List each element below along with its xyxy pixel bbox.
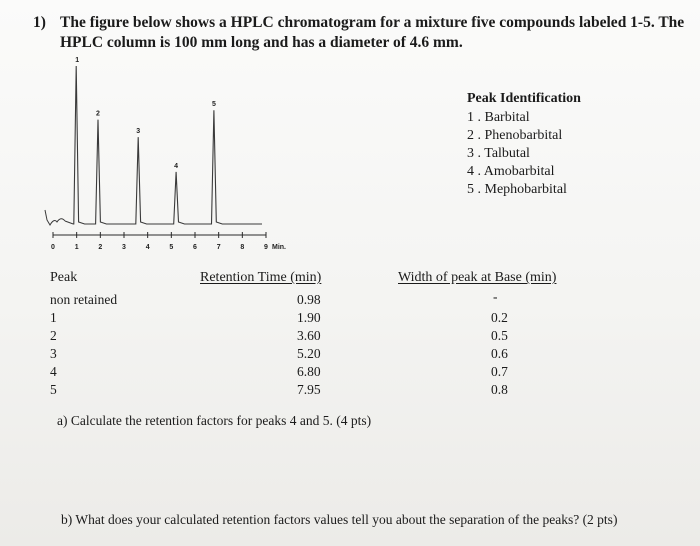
header-peak: Peak [50, 270, 78, 285]
row-peak-label: 4 [50, 364, 57, 379]
question-number: 1) [33, 14, 46, 31]
row-peak-width: 0.5 [491, 328, 508, 343]
row-peak-width: 0.6 [491, 346, 508, 361]
header-peak-width: Width of peak at Base (min) [398, 270, 557, 285]
row-peak-label: non retained [50, 292, 118, 307]
axis-tick-label: 7 [216, 244, 221, 251]
row-peak-label: 2 [50, 328, 57, 343]
peak-label: 2 [96, 110, 100, 118]
row-retention-time: 7.95 [297, 382, 321, 397]
header-retention-time: Retention Time (min) [200, 270, 322, 285]
axis-tick-label: 5 [169, 244, 174, 251]
row-peak-width: - [493, 289, 498, 304]
peak-label: 1 [75, 57, 80, 64]
row-peak-width: 0.2 [491, 310, 508, 325]
row-peak-width: 0.8 [491, 382, 508, 397]
axis-tick-label: 2 [98, 244, 103, 251]
row-retention-time: 5.20 [297, 346, 321, 361]
row-peak-label: 5 [50, 382, 57, 397]
peak-id-item: 2 . Phenobarbital [467, 128, 563, 143]
solvent-front-trace [45, 210, 65, 225]
peak-label: 3 [136, 128, 141, 136]
row-retention-time: 1.90 [297, 310, 321, 325]
question-text-line-2: HPLC column is 100 mm long and has a diameter of 4.6 mm. [60, 34, 463, 51]
row-peak-label: 3 [50, 346, 57, 361]
peak-label: 5 [211, 101, 216, 109]
hplc-chromatogram [40, 56, 310, 258]
row-retention-time: 3.60 [297, 328, 321, 343]
axis-tick-label: 6 [193, 244, 197, 251]
axis-tick-label: 1 [74, 244, 79, 251]
question-part-b: b) What does your calculated retention factors values tell you about the separation of the peaks? (2 pts) [61, 512, 618, 527]
peak-identification-title: Peak Identification [467, 91, 581, 106]
peak-id-item: 1 . Barbital [467, 110, 530, 125]
question-text-line-1: The figure below shows a HPLC chromatogram for a mixture five compounds labeled 1-5. The [60, 14, 685, 31]
peak-id-item: 5 . Mephobarbital [467, 182, 567, 197]
axis-unit-label: Min. [272, 244, 286, 251]
axis-tick-label: 3 [122, 244, 126, 251]
axis-tick-label: 0 [51, 244, 55, 251]
peak-id-item: 4 . Amobarbital [467, 164, 555, 179]
axis-tick-label: 4 [145, 244, 150, 251]
question-part-a: a) Calculate the retention factors for peaks 4 and 5. (4 pts) [57, 413, 372, 428]
peak-id-item: 3 . Talbutal [467, 146, 530, 161]
axis-tick-label: 9 [264, 244, 268, 251]
row-retention-time: 6.80 [297, 364, 321, 379]
axis-tick-label: 8 [240, 244, 245, 251]
peak-label: 4 [174, 162, 179, 170]
chromatogram-trace [65, 66, 262, 224]
row-peak-label: 1 [50, 310, 57, 325]
row-peak-width: 0.7 [491, 364, 508, 379]
row-retention-time: 0.98 [297, 292, 321, 307]
